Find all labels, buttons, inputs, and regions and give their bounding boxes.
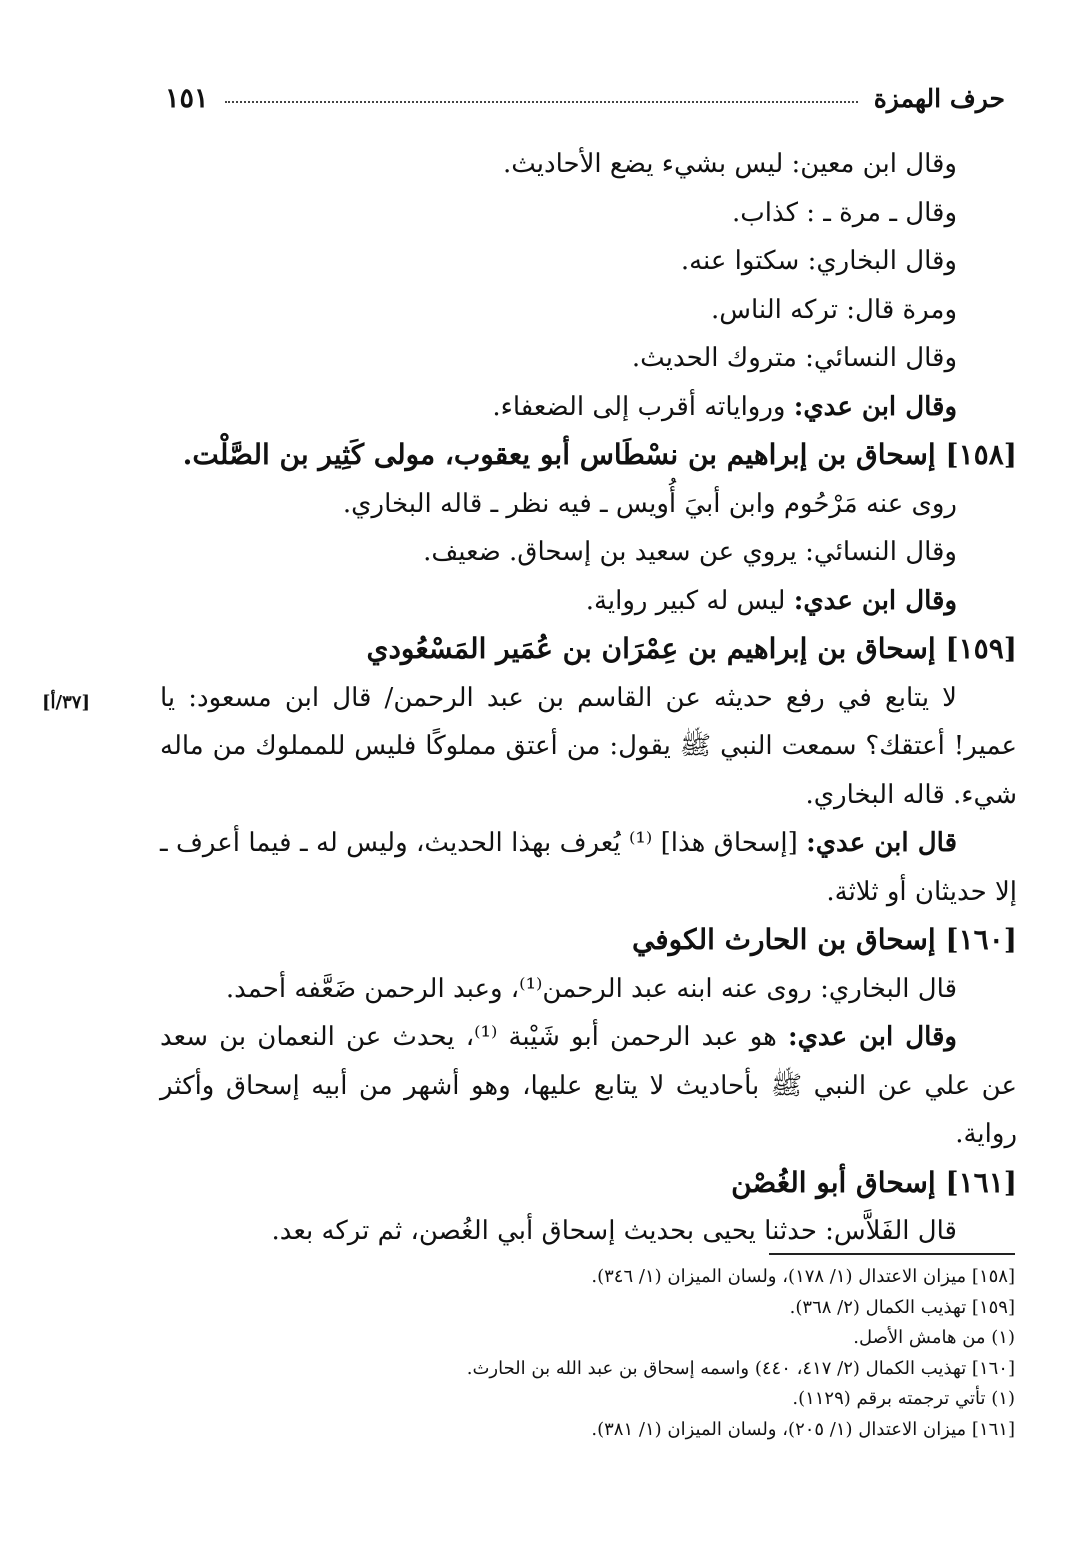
text-line: قال الفَلاَّس: حدثنا يحيى بحديث إسحاق أبي الغُصن، ثم تركه بعد. (271, 1216, 957, 1246)
page-number: ١٥١ (165, 82, 209, 114)
text-line: روى عنه مَرْحُوم وابن أبيَ أُويس ـ فيه نظر ـ قاله البخاري. (342, 488, 957, 519)
entry-heading-159: [١٥٩] إسحاق بن إبراهيم بن عِمْرَان بن عُمَير المَسْعُودي (366, 632, 1017, 665)
text-line: وقال ابن معين: ليس بشيء يضع الأحاديث. (502, 149, 957, 179)
paragraph: لا يتابع في رفع حديثه عن القاسم بن عبد الرحمن/ قال ابن مسعود: يا عمير! أعتقك؟ سمعت النبي ﷺ يقول: من أعتق مملوكًا فليس للمملوك من ماله شيء. قاله البخاري. (160, 682, 1017, 810)
entry-heading-161: [١٦١] إسحاق أبو الغُصْن (731, 1165, 1017, 1199)
entry-heading-158: [١٥٨] إسحاق بن إبراهيم بن نسْطَاس أبو يعقوب، مولى كَثِير بن الصَّلْت. (182, 438, 1017, 471)
quote-text: [إسحاق هذا] ⁽¹⁾ يُعرف بهذا الحديث، وليس له ـ فيما أعرف ـ إلا حديثان أو ثلاثة. (160, 828, 1017, 907)
header-dotted-rule (225, 101, 858, 103)
footnote: (١) تأتي ترجمته برقم (١١٢٩). (792, 1388, 1015, 1409)
speaker-label: وقال ابن عدي: (793, 585, 957, 616)
footnote-divider (769, 1253, 1015, 1255)
speaker-label: وقال ابن عدي: (793, 391, 957, 422)
quote-text: هو عبد الرحمن أبو شَيْبة ⁽¹⁾، يحدث عن النعمان بن سعد عن علي عن النبي ﷺ بأحاديث لا يتابع عليها، وهو أشهر من أبيه إسحاق وأكثر رواية. (160, 1022, 1017, 1149)
text-line (160, 577, 1017, 626)
paragraph (160, 1013, 1017, 1159)
text-line (160, 383, 1017, 432)
speaker-label: وقال ابن عدي: (787, 1022, 957, 1052)
footnotes (160, 1262, 1015, 1445)
text-line: ومرة قال: تركه الناس. (710, 294, 957, 325)
main-text (160, 140, 1017, 1256)
text-line: وقال البخاري: سكتوا عنه. (680, 246, 957, 276)
manuscript-folio-note: [٣٧/أ] (42, 692, 90, 713)
running-title: حرف الهمزة (873, 83, 1005, 113)
text-line: وقال النسائي: يروي عن سعيد بن إسحاق. ضعيف. (423, 537, 957, 567)
quote-text: ليس له كبير رواية. (585, 585, 794, 616)
page-header (165, 78, 1005, 118)
speaker-label: قال ابن عدي: (806, 828, 958, 858)
text-line: وقال النسائي: متروك الحديث. (631, 343, 957, 373)
footnote: [١٦١] ميزان الاعتدال (١/ ٢٠٥)، ولسان الميزان (١/ ٣٨١). (591, 1418, 1015, 1440)
entry-heading-160: [١٦٠] إسحاق بن الحارث الكوفي (631, 923, 1017, 956)
footnote: [١٥٩] تهذيب الكمال (٢/ ٣٦٨). (789, 1296, 1015, 1318)
paragraph (160, 819, 1017, 916)
text-line: وقال ـ مرة ـ : كذاب. (732, 197, 957, 228)
text-line: قال البخاري: روى عنه ابنه عبد الرحمن⁽¹⁾، وعبد الرحمن ضَعَّفه أحمد. (225, 973, 957, 1004)
footnote: [١٥٨] ميزان الاعتدال (١/ ١٧٨)، ولسان الميزان (١/ ٣٤٦). (591, 1266, 1015, 1287)
footnote: [١٦٠] تهذيب الكمال (٢/ ٤١٧، ٤٤٠) واسمه إسحاق بن عبد الله بن الحارث. (466, 1357, 1015, 1379)
footnote: (١) من هامش الأصل. (853, 1327, 1015, 1348)
quote-text: ورواياته أقرب إلى الضعفاء. (492, 391, 794, 422)
